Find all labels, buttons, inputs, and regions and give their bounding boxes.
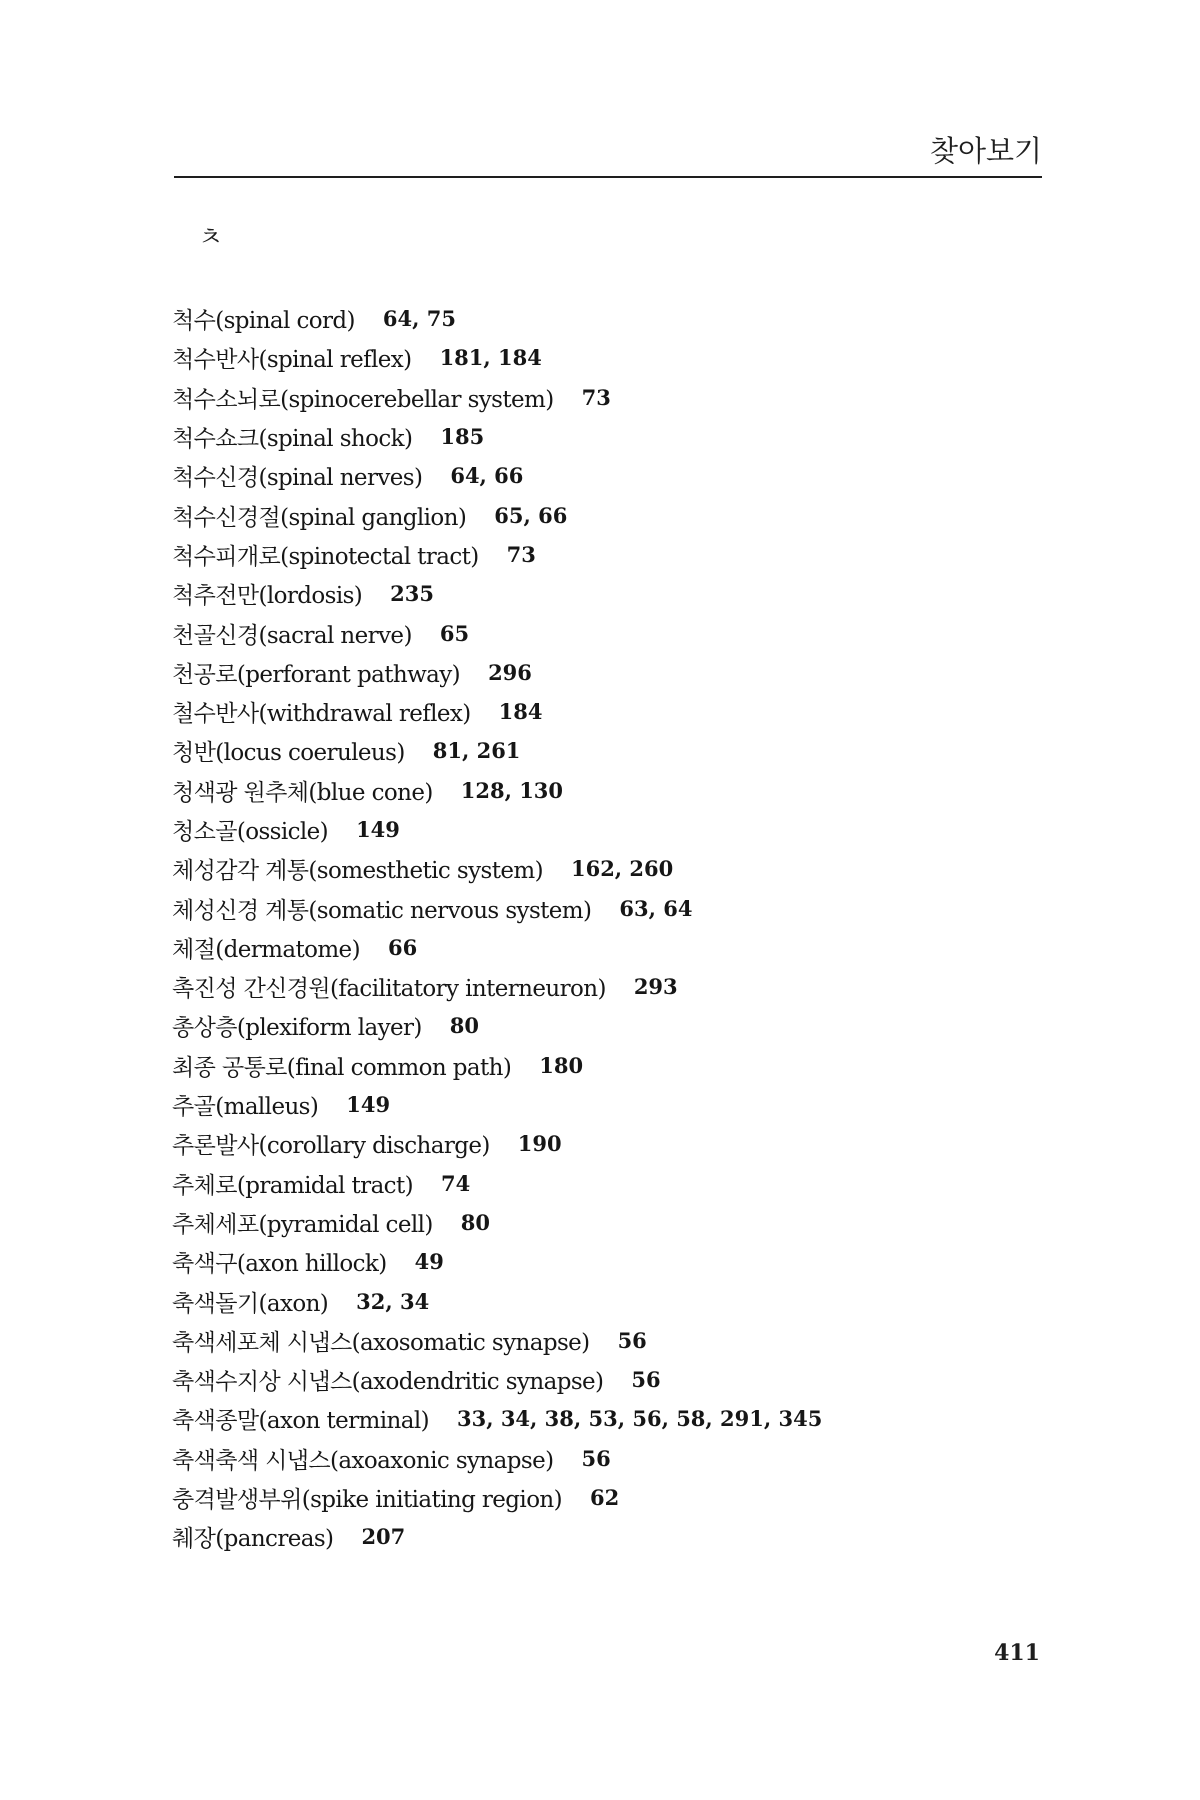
index-entry: [172, 338, 1072, 377]
index-term: 척수반사(spinal reflex): [172, 347, 412, 374]
index-term: 청색광 원추체(blue cone): [172, 779, 433, 806]
index-term: 추골(malleus): [172, 1094, 319, 1121]
index-term: 추체로(pramidal tract): [172, 1172, 413, 1199]
index-entry: [172, 1085, 1072, 1124]
running-head: 찾아보기: [929, 134, 1042, 168]
index-entry: [172, 1203, 1072, 1242]
index-page-refs: 80: [460, 1209, 490, 1235]
index-entry: [172, 849, 1072, 888]
index-term: 축색돌기(axon): [172, 1290, 329, 1317]
index-entry: [172, 771, 1072, 810]
index-entry: [172, 1360, 1072, 1399]
index-term: 촉진성 간신경원(facilitatory interneuron): [172, 976, 606, 1003]
section-letter: ㅊ: [198, 223, 224, 253]
index-term: 청반(locus coeruleus): [172, 740, 405, 767]
index-entry: [172, 613, 1072, 652]
index-entry: [172, 1242, 1072, 1281]
index-term: 척수피개로(spinotectal tract): [172, 543, 479, 570]
index-term: 축색종말(axon terminal): [172, 1408, 429, 1435]
index-page-refs: 207: [361, 1524, 406, 1550]
index-page-refs: 80: [449, 1013, 479, 1039]
index-page-refs: 293: [633, 974, 678, 1000]
index-term: 척수신경절(spinal ganglion): [172, 504, 467, 531]
index-entry: [172, 1046, 1072, 1085]
index-term: 척수신경(spinal nerves): [172, 465, 423, 492]
index-term: 추론발사(corollary discharge): [172, 1133, 490, 1160]
index-term: 천공로(perforant pathway): [172, 661, 461, 688]
index-term: 척수쇼크(spinal shock): [172, 426, 413, 453]
index-page-refs: 62: [590, 1485, 620, 1511]
index-entry: [172, 535, 1072, 574]
index-entry: [172, 299, 1072, 338]
index-entry-list: [172, 299, 1072, 1557]
index-term: 체성감각 계통(somesthetic system): [172, 858, 543, 885]
index-entry: [172, 378, 1072, 417]
index-entry: [172, 928, 1072, 967]
index-entry: [172, 1164, 1072, 1203]
index-page-refs: 32, 34: [356, 1288, 430, 1314]
index-entry: [172, 1517, 1072, 1556]
index-page-refs: 49: [414, 1249, 444, 1275]
index-page-refs: 73: [506, 541, 536, 567]
index-entry: [172, 1478, 1072, 1517]
index-term: 축색세포체 시냅스(axosomatic synapse): [172, 1329, 590, 1356]
index-entry: [172, 731, 1072, 770]
index-term: 척수소뇌로(spinocerebellar system): [172, 386, 554, 413]
index-page-refs: 81, 261: [432, 738, 521, 764]
index-page-refs: 296: [488, 659, 532, 685]
index-term: 췌장(pancreas): [172, 1526, 334, 1553]
index-page-refs: 65: [439, 620, 470, 646]
index-page-refs: 33, 34, 38, 53, 56, 58, 291, 345: [456, 1406, 823, 1432]
index-entry: [172, 810, 1072, 849]
index-term: 최종 공통로(final common path): [172, 1054, 512, 1081]
index-page-refs: 56: [581, 1445, 611, 1471]
index-page-refs: 56: [617, 1327, 647, 1353]
page-number: 411: [994, 1640, 1040, 1666]
index-page-refs: 180: [539, 1052, 584, 1078]
index-entry: [172, 456, 1072, 495]
index-entry: [172, 692, 1072, 731]
index-term: 축색구(axon hillock): [172, 1251, 387, 1278]
index-page-refs: 149: [356, 817, 400, 842]
index-entry: [172, 1006, 1072, 1045]
index-term: 척추전만(lordosis): [172, 583, 363, 610]
index-entry: [172, 888, 1072, 927]
header-rule: [174, 176, 1042, 178]
index-entry: [172, 1399, 1072, 1438]
index-page-refs: 235: [390, 581, 434, 607]
index-term: 천골신경(sacral nerve): [172, 622, 412, 649]
index-entry: [172, 417, 1072, 456]
index-entry: [172, 653, 1072, 692]
index-page-refs: 64, 75: [382, 306, 456, 332]
index-entry: [172, 1124, 1072, 1163]
index-page-refs: 162, 260: [570, 856, 674, 882]
index-page-refs: 64, 66: [450, 463, 524, 489]
index-page-refs: 184: [498, 699, 543, 725]
index-page-refs: 185: [440, 424, 485, 450]
index-page-refs: 181, 184: [439, 345, 542, 371]
index-term: 축색축색 시냅스(axoaxonic synapse): [172, 1447, 554, 1474]
index-term: 철수반사(withdrawal reflex): [172, 701, 471, 728]
index-term: 체절(dermatome): [172, 936, 360, 963]
index-term: 청소골(ossicle): [172, 819, 329, 845]
index-page-refs: 73: [581, 384, 611, 410]
index-page-refs: 66: [387, 934, 418, 960]
index-page-refs: 56: [631, 1367, 661, 1393]
index-term: 체성신경 계통(somatic nervous system): [172, 897, 592, 924]
index-page-refs: 149: [346, 1092, 391, 1118]
index-term: 축색수지상 시냅스(axodendritic synapse): [172, 1369, 604, 1396]
index-entry: [172, 1281, 1072, 1320]
index-page-refs: 74: [440, 1170, 471, 1196]
index-page-refs: 190: [517, 1131, 562, 1157]
index-term: 충격발생부위(spike initiating region): [172, 1487, 563, 1514]
index-page-refs: 65, 66: [494, 502, 568, 528]
index-page-refs: 63, 64: [619, 895, 693, 921]
index-entry: [172, 967, 1072, 1006]
index-entry: [172, 574, 1072, 613]
index-term: 총상층(plexiform layer): [172, 1015, 422, 1042]
index-term: 추체세포(pyramidal cell): [172, 1211, 433, 1238]
index-entry: [172, 495, 1072, 534]
index-term: 척수(spinal cord): [172, 308, 355, 335]
index-entry: [172, 1439, 1072, 1478]
index-page-refs: 128, 130: [460, 777, 564, 803]
index-entry: [172, 1321, 1072, 1360]
